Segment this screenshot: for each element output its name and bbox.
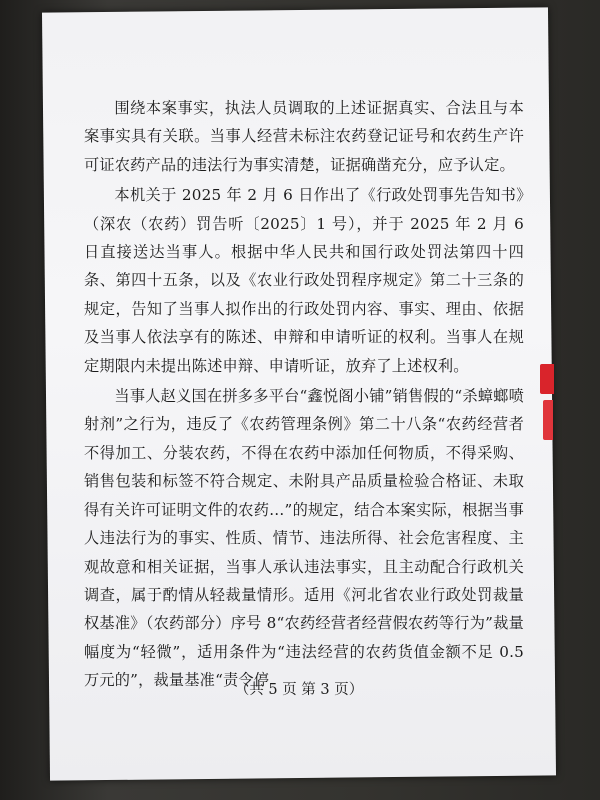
document-body <box>84 94 524 697</box>
paragraph-notice-procedure: 本机关于 2025 年 2 月 6 日作出了《行政处罚事先告知书》（深农（农药）罚告听〔2025〕1 号），并于 2025 年 2 月 6 日直接送达当事人。根据中华人民共和国行政处罚法第四十四条、第四十五条，以及《农业行政处罚程序规定》第二十三条的规定，告知了当事人拟作出的行政处罚内容、事实、理由、依据及当事人依法享有的陈述、申辩和申请听证的权利。当事人在规定期限内未提出陈述申辩、申请听证，放弃了上述权利。 <box>84 186 524 375</box>
paragraph-violation-analysis: 当事人赵义国在拼多多平台“鑫悦阁小铺”销售假的“杀蟑螂喷射剂”之行为，违反了《农药管理条例》第二十八条“农药经营者不得加工、分装农药，不得在农药中添加任何物质，不得采购、销售包装和标签不符合规定、未附具产品质量检验合格证、未取得有关许可证明文件的农药…”的规定，结合本案实际，根据当事人违法行为的事实、性质、情节、违法所得、社会危害程度、主观故意和相关证据，当事人承认违法事实，且主动配合行政机关调查，属于酌情从轻裁量情形。适用《河北省农业行政处罚裁量权基准》（农药部分）序号 8“农药经营者经营假农药等行为”裁量幅度为“轻微”，适用条件为“违法经营的农药货值金额不足 0.5 万元的”，裁量基准“责令停 <box>84 387 524 690</box>
seal-fragment-bottom <box>543 400 553 440</box>
red-seal-edge <box>540 360 554 450</box>
paragraph-evidence-conclusion: 围绕本案事实，执法人员调取的上述证据真实、合法且与本案事实具有关联。当事人经营未标注农药登记证号和农药生产许可证农药产品的违法行为事实清楚，证据确凿充分，应予认定。 <box>84 99 524 174</box>
seal-fragment-top <box>540 364 554 394</box>
page-number-footer: （共 5 页 第 3 页） <box>234 682 364 698</box>
